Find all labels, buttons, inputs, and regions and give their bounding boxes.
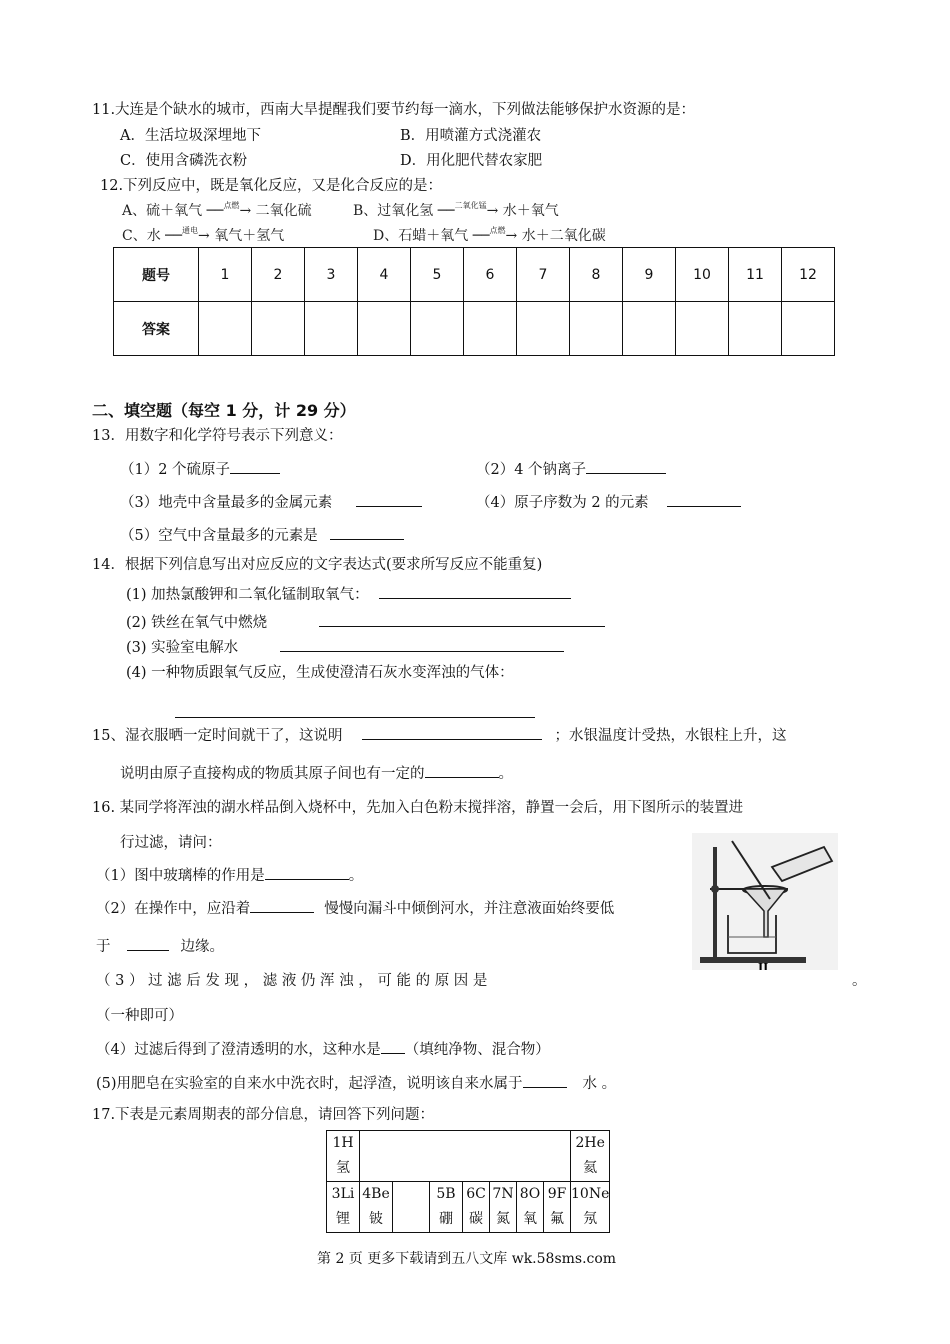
element-cell: 9F 氟 <box>544 1182 571 1233</box>
q12-option-a: A、硫＋氧气 ──$^{点燃}$→ 二氧化硫 <box>122 201 312 219</box>
answer-cell[interactable] <box>358 302 411 356</box>
answer-blank[interactable] <box>330 538 404 540</box>
q16-part1: （1）图中玻璃棒的作用是 。 <box>96 868 364 884</box>
q13-part3: （3）地壳中含量最多的金属元素 <box>120 491 422 512</box>
q14-part4-blank <box>175 706 535 722</box>
q14-part2: (2) 铁丝在氧气中燃烧 <box>126 611 605 632</box>
answer-blank[interactable] <box>265 878 349 880</box>
answer-cell[interactable] <box>305 302 358 356</box>
answer-blank[interactable] <box>523 1086 567 1088</box>
q14-part1: (1) 加热氯酸钾和二氧化锰制取氧气： <box>126 583 571 604</box>
q13-part2: （2）4 个钠离子 <box>476 458 666 479</box>
q14-stem: 14．根据下列信息写出对应反应的文字表达式(要求所写反应不能重复) <box>92 557 543 573</box>
answer-blank[interactable] <box>230 472 280 474</box>
answer-cell[interactable] <box>517 302 570 356</box>
answer-cell[interactable] <box>411 302 464 356</box>
q16-part4: （4）过滤后得到了澄清透明的水，这种水是 （填纯净物、混合物） <box>96 1042 550 1058</box>
answer-blank[interactable] <box>667 505 741 507</box>
q15-line1: 15、湿衣服晒一定时间就干了，这说明 ；水银温度计受热，水银柱上升，这 <box>92 728 787 744</box>
q16-part2: （2）在操作中，应沿着 慢慢向漏斗中倾倒河水，并注意液面始终要低 <box>96 901 615 917</box>
answer-table-number: 9 <box>623 248 676 302</box>
answer-table-number: 7 <box>517 248 570 302</box>
element-cell: 7N 氮 <box>490 1182 517 1233</box>
element-cell-he: 2He 氦 <box>571 1131 610 1182</box>
q16-part5: (5)用肥皂在实验室的自来水中洗衣时，起浮渣，说明该自来水属于 水 。 <box>96 1076 617 1092</box>
answer-blank[interactable] <box>127 949 169 951</box>
q16-stem-line2: 行过滤，请问： <box>120 835 222 851</box>
q12-option-b: B、过氧化氢 ──$^{二氧化锰}$→ 水＋氧气 <box>353 201 559 219</box>
element-cell: 8O 氧 <box>517 1182 544 1233</box>
answer-table-number: 8 <box>570 248 623 302</box>
answer-blank[interactable] <box>425 776 499 778</box>
filtration-apparatus-figure <box>692 833 838 970</box>
q12-stem: 12.下列反应中，既是氧化反应，又是化合反应的是： <box>100 178 443 194</box>
answer-blank[interactable] <box>379 597 571 599</box>
q13-part1: （1）2 个硫原子 <box>120 458 280 479</box>
answer-blank[interactable] <box>175 716 535 718</box>
q12-option-d: D、石蜡＋氧气 ──$^{点燃}$→ 水＋二氧化碳 <box>373 226 606 244</box>
element-cell: 4Be 铍 <box>360 1182 393 1233</box>
element-cell: 5B 硼 <box>430 1182 463 1233</box>
answer-cell[interactable] <box>252 302 305 356</box>
q14-part3: (3) 实验室电解水 <box>126 636 564 657</box>
figure-label: II <box>758 961 769 970</box>
answer-table-number: 4 <box>358 248 411 302</box>
answer-table-number: 11 <box>729 248 782 302</box>
q11-option-a: A．生活垃圾深埋地下 <box>120 128 261 144</box>
answer-table-number: 10 <box>676 248 729 302</box>
answer-table-number: 5 <box>411 248 464 302</box>
page-footer: 第 2 页 更多下载请到五八文库 wk.58sms.com <box>317 1251 617 1267</box>
q12-option-c: C、水 ──$^{通电}$→ 氧气＋氢气 <box>122 226 285 244</box>
answer-blank[interactable] <box>586 472 666 474</box>
answer-table <box>113 247 835 356</box>
q11-option-b: B．用喷灌方式浇灌农 <box>400 128 542 144</box>
q17-stem: 17.下表是元素周期表的部分信息，请回答下列问题： <box>92 1107 435 1123</box>
q13-stem: 13．用数字和化学符号表示下列意义： <box>92 428 343 444</box>
q13-part4: （4）原子序数为 2 的元素 <box>476 491 741 512</box>
answer-cell[interactable] <box>676 302 729 356</box>
q16-part3-note: （一种即可） <box>96 1008 183 1024</box>
q14-part4: (4) 一种物质跟氧气反应，生成使澄清石灰水变浑浊的气体： <box>126 665 514 681</box>
q11-option-d: D．用化肥代替农家肥 <box>400 153 543 169</box>
answer-blank[interactable] <box>362 738 542 740</box>
element-cell-h: 1H 氢 <box>327 1131 360 1182</box>
answer-blank[interactable] <box>280 650 564 652</box>
answer-table-number: 1 <box>199 248 252 302</box>
answer-cell[interactable] <box>782 302 835 356</box>
answer-cell[interactable] <box>570 302 623 356</box>
q13-part5: （5）空气中含量最多的元素是 <box>120 524 404 545</box>
q11-option-c: C．使用含磷洗衣粉 <box>120 153 248 169</box>
answer-table-number: 3 <box>305 248 358 302</box>
q11-stem: 11.大连是个缺水的城市，西南大旱提醒我们要节约每一滴水，下列做法能够保护水资源的是： <box>92 102 696 118</box>
answer-table-header-label: 题号 <box>114 248 199 302</box>
element-cell: 10Ne 氖 <box>571 1182 610 1233</box>
element-cell-empty <box>393 1182 430 1233</box>
answer-table-number: 2 <box>252 248 305 302</box>
q15-line2: 说明由原子直接构成的物质其原子间也有一定的 。 <box>120 766 513 782</box>
q16-stem-line1: 16. 某同学将浑浊的湖水样品倒入烧杯中，先加入白色粉末搅拌溶，静置一会后，用下图所示的装置进 <box>92 800 744 816</box>
q16-part3: （ 3 ） 过 滤 后 发 现 ， 滤 液 仍 浑 浊 ， 可 能 的 原 因 是 <box>96 973 488 989</box>
section-title: 二、填空题（每空 1 分，计 29 分） <box>92 401 356 420</box>
answer-table-number: 12 <box>782 248 835 302</box>
answer-table-answer-label: 答案 <box>114 302 199 356</box>
answer-cell[interactable] <box>199 302 252 356</box>
answer-cell[interactable] <box>623 302 676 356</box>
answer-cell[interactable] <box>729 302 782 356</box>
answer-blank[interactable] <box>250 911 314 913</box>
answer-blank[interactable] <box>356 505 422 507</box>
element-cell: 3Li 锂 <box>327 1182 360 1233</box>
answer-cell[interactable] <box>464 302 517 356</box>
empty-region <box>360 1131 571 1182</box>
element-cell: 6C 碳 <box>463 1182 490 1233</box>
answer-blank[interactable] <box>319 625 605 627</box>
periodic-table <box>326 1130 610 1233</box>
answer-blank[interactable] <box>381 1052 405 1054</box>
q16-part3-end: 。 <box>852 973 867 989</box>
answer-table-number: 6 <box>464 248 517 302</box>
q16-part2-cont: 于 边缘。 <box>96 939 224 955</box>
